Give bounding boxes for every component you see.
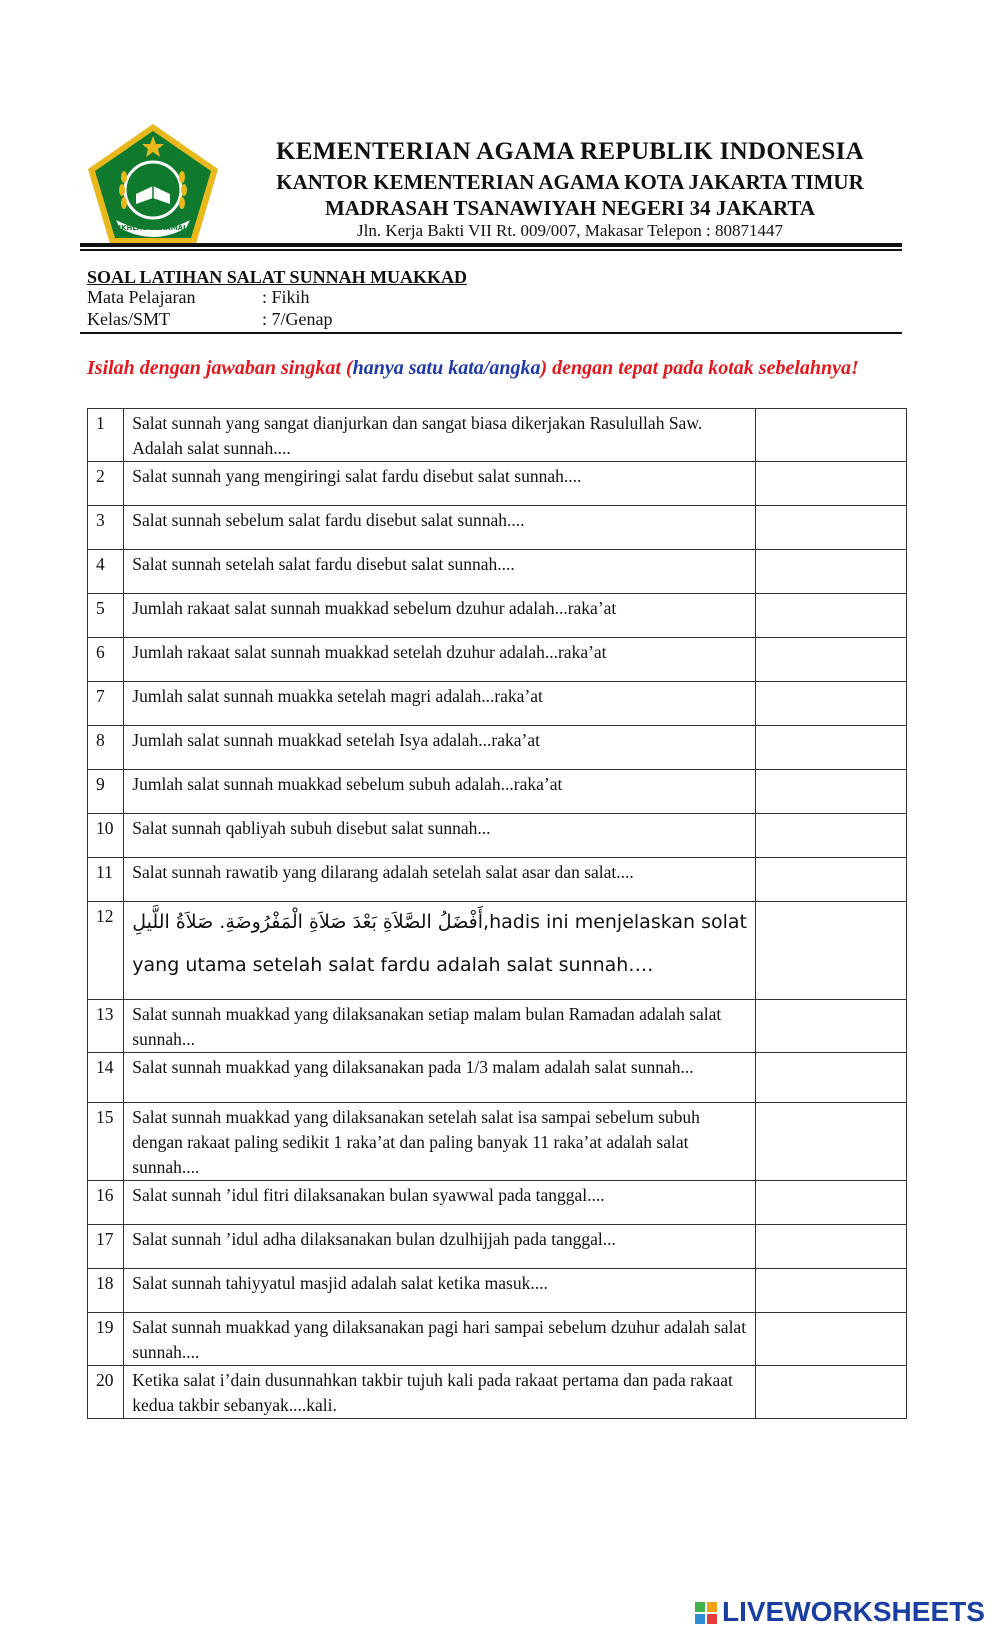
question-row: [88, 594, 907, 638]
question-text: Jumlah salat sunnah muakkad sebelum subuh adalah...raka’at: [124, 770, 756, 814]
question-number: 9: [88, 770, 124, 814]
question-number: 8: [88, 726, 124, 770]
question-number: 12: [88, 902, 124, 1000]
subject-value: : Fikih: [262, 287, 310, 307]
question-number: 10: [88, 814, 124, 858]
answer-box[interactable]: [756, 1000, 907, 1053]
question-number: 3: [88, 506, 124, 550]
question-text: Jumlah rakaat salat sunnah muakkad setelah dzuhur adalah...raka’at: [124, 638, 756, 682]
class-value: : 7/Genap: [262, 309, 333, 329]
subject-label: Mata Pelajaran: [87, 287, 196, 307]
question-text: Salat sunnah sebelum salat fardu disebut salat sunnah....: [124, 506, 756, 550]
answer-box[interactable]: [756, 1103, 907, 1181]
question-number: 18: [88, 1269, 124, 1313]
question-number: 6: [88, 638, 124, 682]
header-divider-thin: [80, 249, 902, 251]
question-row: [88, 1225, 907, 1269]
question-row: [88, 1000, 907, 1053]
ministry-logo: [86, 122, 221, 247]
answer-box[interactable]: [756, 550, 907, 594]
liveworksheets-watermark: LIVEWORKSHEETS: [722, 1596, 985, 1627]
question-row: [88, 814, 907, 858]
answer-box[interactable]: [756, 1181, 907, 1225]
question-text: Ketika salat i’dain dusunnahkan takbir tujuh kali pada rakaat pertama dan pada rakaat kedua takbir sebanyak....kali.: [124, 1366, 756, 1419]
question-row: [88, 1269, 907, 1313]
question-12-line1: [132, 910, 747, 935]
logo-ribbon-text: IKHLAS BERAMAL: [118, 224, 188, 232]
question-text: Salat sunnah setelah salat fardu disebut salat sunnah....: [124, 550, 756, 594]
answer-box[interactable]: [756, 814, 907, 858]
answer-box[interactable]: [756, 858, 907, 902]
question-row: [88, 550, 907, 594]
question-number: 16: [88, 1181, 124, 1225]
question-text: Salat sunnah tahiyyatul masjid adalah salat ketika masuk....: [124, 1269, 756, 1313]
question-text: Salat sunnah qabliyah subuh disebut salat sunnah...: [124, 814, 756, 858]
header-office: KANTOR KEMENTERIAN AGAMA KOTA JAKARTA TIMUR: [276, 170, 864, 194]
answer-box[interactable]: [756, 1269, 907, 1313]
question-12-text-a: ,hadis ini menjelaskan solat: [483, 911, 748, 933]
answer-box[interactable]: [756, 726, 907, 770]
answer-box[interactable]: [756, 1313, 907, 1366]
question-row: [88, 1103, 907, 1181]
question-row: [88, 682, 907, 726]
question-number: 11: [88, 858, 124, 902]
liveworksheets-logo-icon: [694, 1601, 718, 1625]
worksheet-title: SOAL LATIHAN SALAT SUNNAH MUAKKAD: [87, 267, 468, 287]
meta-divider: [80, 332, 902, 334]
question-row: [88, 1053, 907, 1103]
question-number: 2: [88, 462, 124, 506]
question-row: [88, 1181, 907, 1225]
question-number: 1: [88, 409, 124, 462]
header-divider-thick: [80, 243, 902, 247]
instruction-part1: Isilah dengan jawaban singkat (: [87, 357, 353, 379]
question-row: [88, 409, 907, 462]
question-row: [88, 858, 907, 902]
question-text: Jumlah salat sunnah muakkad setelah Isya adalah...raka’at: [124, 726, 756, 770]
answer-box[interactable]: [756, 638, 907, 682]
question-row: [88, 726, 907, 770]
answer-box[interactable]: [756, 409, 907, 462]
answer-box[interactable]: [756, 594, 907, 638]
question-number: 13: [88, 1000, 124, 1053]
class-label: Kelas/SMT: [87, 309, 170, 329]
question-text: Jumlah salat sunnah muakka setelah magri adalah...raka’at: [124, 682, 756, 726]
question-row: [88, 462, 907, 506]
question-number: 17: [88, 1225, 124, 1269]
answer-box[interactable]: [756, 1053, 907, 1103]
question-number: 4: [88, 550, 124, 594]
answer-box[interactable]: [756, 506, 907, 550]
question-number: 19: [88, 1313, 124, 1366]
question-table: [87, 408, 907, 1419]
header-address: Jln. Kerja Bakti VII Rt. 009/007, Makasar Telepon : 80871447: [357, 221, 783, 240]
answer-box[interactable]: [756, 1225, 907, 1269]
question-number: 14: [88, 1053, 124, 1103]
question-text: [124, 902, 756, 1000]
question-number: 15: [88, 1103, 124, 1181]
instruction-part3: ) dengan tepat pada kotak sebelahnya!: [540, 357, 859, 379]
question-row: [88, 638, 907, 682]
question-text: Salat sunnah yang sangat dianjurkan dan sangat biasa dikerjakan Rasulullah Saw. Adalah salat sunnah....: [124, 409, 756, 462]
question-row: [88, 1366, 907, 1419]
question-row: [88, 770, 907, 814]
question-number: 5: [88, 594, 124, 638]
answer-box[interactable]: [756, 902, 907, 1000]
question-text: Jumlah rakaat salat sunnah muakkad sebelum dzuhur adalah...raka’at: [124, 594, 756, 638]
question-text: Salat sunnah ’idul adha dilaksanakan bulan dzulhijjah pada tanggal...: [124, 1225, 756, 1269]
answer-box[interactable]: [756, 462, 907, 506]
answer-box[interactable]: [756, 682, 907, 726]
instruction-text: [87, 355, 887, 381]
answer-box[interactable]: [756, 770, 907, 814]
question-text: Salat sunnah rawatib yang dilarang adalah setelah salat asar dan salat....: [124, 858, 756, 902]
question-12-text-b: yang utama setelah salat fardu adalah salat sunnah….: [132, 954, 654, 976]
question-text: Salat sunnah muakkad yang dilaksanakan pagi hari sampai sebelum dzuhur adalah salat sunnah....: [124, 1313, 756, 1366]
question-text: Salat sunnah muakkad yang dilaksanakan setelah salat isa sampai sebelum subuh dengan rakaat paling sedikit 1 raka’at dan paling banyak 11 raka’at adalah salat sunnah....: [124, 1103, 756, 1181]
question-row: [88, 506, 907, 550]
question-text: Salat sunnah yang mengiringi salat fardu disebut salat sunnah....: [124, 462, 756, 506]
question-number: 7: [88, 682, 124, 726]
question-row: [88, 1313, 907, 1366]
question-row: [88, 902, 907, 1000]
header-school: MADRASAH TSANAWIYAH NEGERI 34 JAKARTA: [324, 196, 816, 220]
question-text: Salat sunnah ’idul fitri dilaksanakan bulan syawwal pada tanggal....: [124, 1181, 756, 1225]
instruction-part2: hanya satu kata/angka: [352, 357, 541, 379]
question-text: Salat sunnah muakkad yang dilaksanakan pada 1/3 malam adalah salat sunnah...: [124, 1053, 756, 1103]
question-text: Salat sunnah muakkad yang dilaksanakan setiap malam bulan Ramadan adalah salat sunnah...: [124, 1000, 756, 1053]
arabic-hadith: أَفْضَلُ الصَّلاَةِ بَعْدَ صَلاَةِ الْمَفْرُوضَةِ. صَلاَةُ اللَّيلِ: [132, 911, 484, 933]
header-ministry: KEMENTERIAN AGAMA REPUBLIK INDONESIA: [276, 138, 864, 165]
answer-box[interactable]: [756, 1366, 907, 1419]
question-number: 20: [88, 1366, 124, 1419]
